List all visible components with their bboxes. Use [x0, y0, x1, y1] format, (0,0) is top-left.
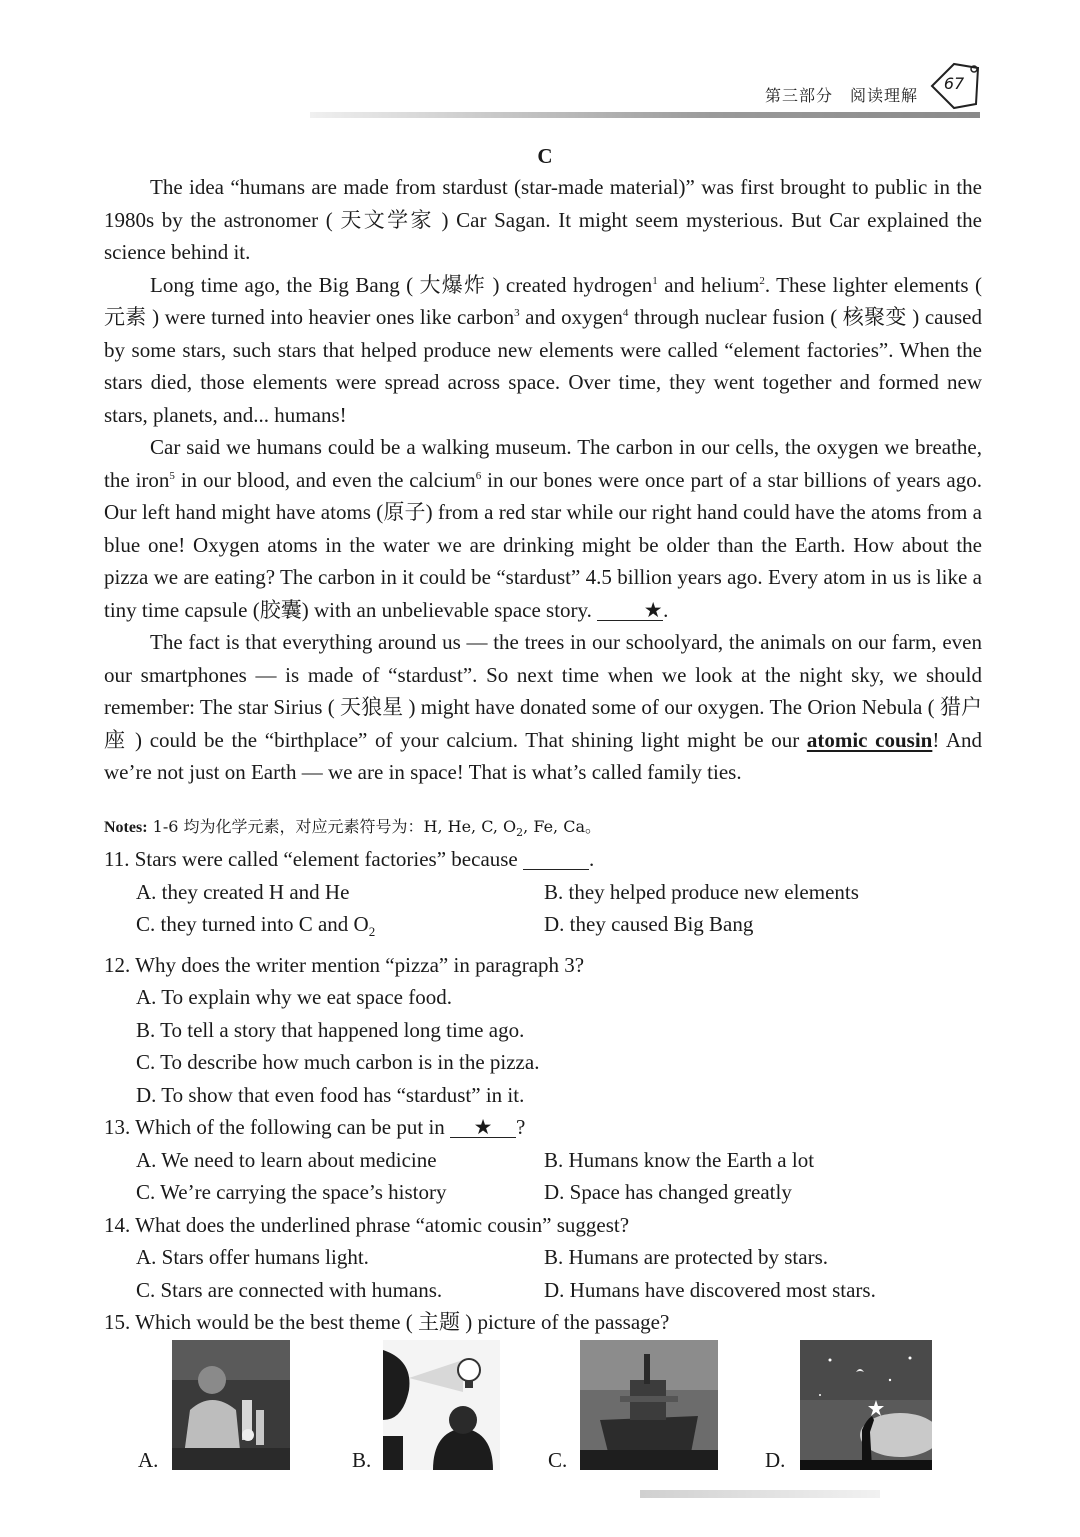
p3-part: Car said we humans could be a walking museum. The carbon in our cells, the oxygen we breathe, the iron — [104, 435, 982, 492]
footnote-3: 3 — [514, 307, 520, 319]
notes — [104, 814, 601, 839]
header-rule — [310, 112, 980, 118]
paragraph-2 — [104, 269, 982, 432]
option-d[interactable]: D. they caused Big Bang — [544, 912, 754, 936]
question-end: . — [589, 847, 595, 871]
question-15: 15. Which would be the best theme ( 主题 ) picture of the passage? — [104, 1310, 670, 1335]
star-blank: ★ — [597, 600, 663, 621]
ship-image — [580, 1340, 718, 1470]
option-b[interactable]: B. they helped produce new elements — [544, 879, 859, 904]
options-13 — [104, 1144, 982, 1209]
picture-a-lab-scientist[interactable] — [172, 1340, 290, 1470]
notes-label: Notes: — [104, 819, 148, 836]
p2-part: . These lighter elements ( 元素 ) were turned into heavier ones like carbon — [104, 272, 982, 329]
picture-d-night-sky-child[interactable] — [800, 1340, 932, 1470]
option-c[interactable]: C. Stars are connected with humans. — [136, 1277, 443, 1302]
option-c[interactable] — [136, 908, 544, 949]
question-13 — [104, 1111, 982, 1144]
night-sky-image — [800, 1340, 932, 1470]
picture-label-a[interactable]: A. — [138, 1448, 159, 1472]
option-c-text: C. they turned into C and O — [136, 912, 369, 936]
page-number-badge — [930, 60, 982, 112]
notes-text: 1-6 均为化学元素，对应元素符号为：H, He, C, O — [147, 817, 517, 836]
picture-c-ship[interactable] — [580, 1340, 718, 1470]
question-11 — [104, 843, 982, 876]
option-d[interactable]: D. To show that even food has “stardust” in it. — [136, 1082, 525, 1107]
question-14: 14. What does the underlined phrase “atomic cousin” suggest? — [104, 1212, 630, 1237]
options-14 — [104, 1241, 982, 1306]
underlined-phrase: atomic cousin — [806, 727, 933, 752]
options-12 — [104, 981, 982, 1111]
option-c[interactable]: C. We’re carrying the space’s history — [136, 1180, 447, 1205]
picture-label-c[interactable]: C. — [548, 1448, 568, 1472]
option-c-sub: 2 — [368, 924, 376, 940]
footnote-2: 2 — [759, 274, 765, 287]
option-b[interactable]: B. Humans are protected by stars. — [544, 1245, 829, 1270]
footnote-5: 5 — [169, 469, 175, 482]
picture-label-d[interactable]: D. — [765, 1448, 786, 1472]
answer-blank — [523, 849, 589, 870]
question-stem: 11. Stars were called “element factories” because — [104, 847, 518, 871]
p2-part: and helium — [657, 272, 760, 297]
p3-part: . — [663, 597, 669, 622]
notes-text-2: , Fe, Ca。 — [523, 817, 601, 836]
options-11 — [104, 876, 982, 949]
footnote-6: 6 — [475, 469, 482, 482]
paragraph-4 — [104, 626, 982, 789]
option-a[interactable]: A. We need to learn about medicine — [136, 1147, 437, 1172]
page-number: 67 — [943, 74, 965, 93]
option-a[interactable]: A. they created H and He — [136, 879, 350, 904]
idea-bulb-image — [383, 1340, 500, 1470]
notes-sub: 2 — [516, 826, 524, 840]
option-d[interactable]: D. Space has changed greatly — [544, 1180, 792, 1205]
p2-part: and oxygen — [519, 305, 623, 329]
paragraph-1: The idea “humans are made from stardust (star-made material)” was first brought to public in the 1980s by the astronomer ( 天文学家 ) Car Sagan. It might seem mysterious. But Car explained the science behind it. — [104, 175, 982, 264]
picture-b-idea-bulb[interactable] — [383, 1340, 500, 1470]
question-12: 12. Why does the writer mention “pizza” in paragraph 3? — [104, 952, 585, 977]
question-end: ? — [516, 1115, 526, 1140]
question-list — [104, 843, 982, 1339]
footnote-4: 4 — [622, 307, 629, 319]
option-b[interactable]: B. To tell a story that happened long time ago. — [136, 1017, 525, 1042]
reading-passage — [104, 171, 982, 789]
paragraph-3 — [104, 431, 982, 626]
option-c[interactable]: C. To describe how much carbon is in the pizza. — [136, 1050, 540, 1075]
footnote-1: 1 — [652, 274, 658, 287]
lab-scene-image — [172, 1340, 290, 1470]
p2-part: Long time ago, the Big Bang ( 大爆炸 ) created hydrogen — [150, 272, 653, 297]
option-a[interactable]: A. Stars offer humans light. — [136, 1245, 369, 1270]
picture-label-b[interactable]: B. — [352, 1448, 372, 1472]
section-letter: C — [537, 144, 553, 168]
p4-part: ! And we’re not just on Earth — we are in space! That is what’s called family ties. — [104, 727, 982, 784]
star-blank: ★ — [450, 1117, 516, 1138]
p2-part: through nuclear fusion ( 核聚变 ) caused by some stars, such stars that helped produce new elements were called “element factories”. When the stars died, those elements were spread across space. Over time, they went together and formed new stars, planets, and... humans! — [104, 305, 982, 427]
page-header-section: 第三部分 阅读理解 — [764, 86, 918, 105]
footer-faded-text — [640, 1490, 880, 1498]
p3-part: in our bones were once part of a star billions of years ago. Our left hand might have atoms (原子) from a red star while our right hand could have the atoms from a blue one! Oxygen atoms in the water we are drinking might be older than the Earth. How about the pizza we are eating? The carbon in it could be “stardust” 4.5 billion years ago. Every atom in us is like a tiny time capsule (胶囊) with an unbelievable space story. — [104, 467, 983, 622]
p3-part: in our blood, and even the calcium — [174, 467, 476, 492]
option-a[interactable]: A. To explain why we eat space food. — [136, 985, 452, 1010]
option-b[interactable]: B. Humans know the Earth a lot — [544, 1147, 815, 1172]
option-d[interactable]: D. Humans have discovered most stars. — [544, 1277, 876, 1302]
question-stem: 13. Which of the following can be put in — [104, 1115, 445, 1140]
p4-part: The fact is that everything around us — the trees in our schoolyard, the animals on our farm, even our smartphones — is made of “stardust”. So next time when we look at the night sky, we should remember: The star Sirius ( 天狼星 ) might have donated some of our oxygen. The Orion Nebula ( 猎户座 ) could be the “birthplace” of your calcium. That shining light might be our — [104, 630, 982, 752]
